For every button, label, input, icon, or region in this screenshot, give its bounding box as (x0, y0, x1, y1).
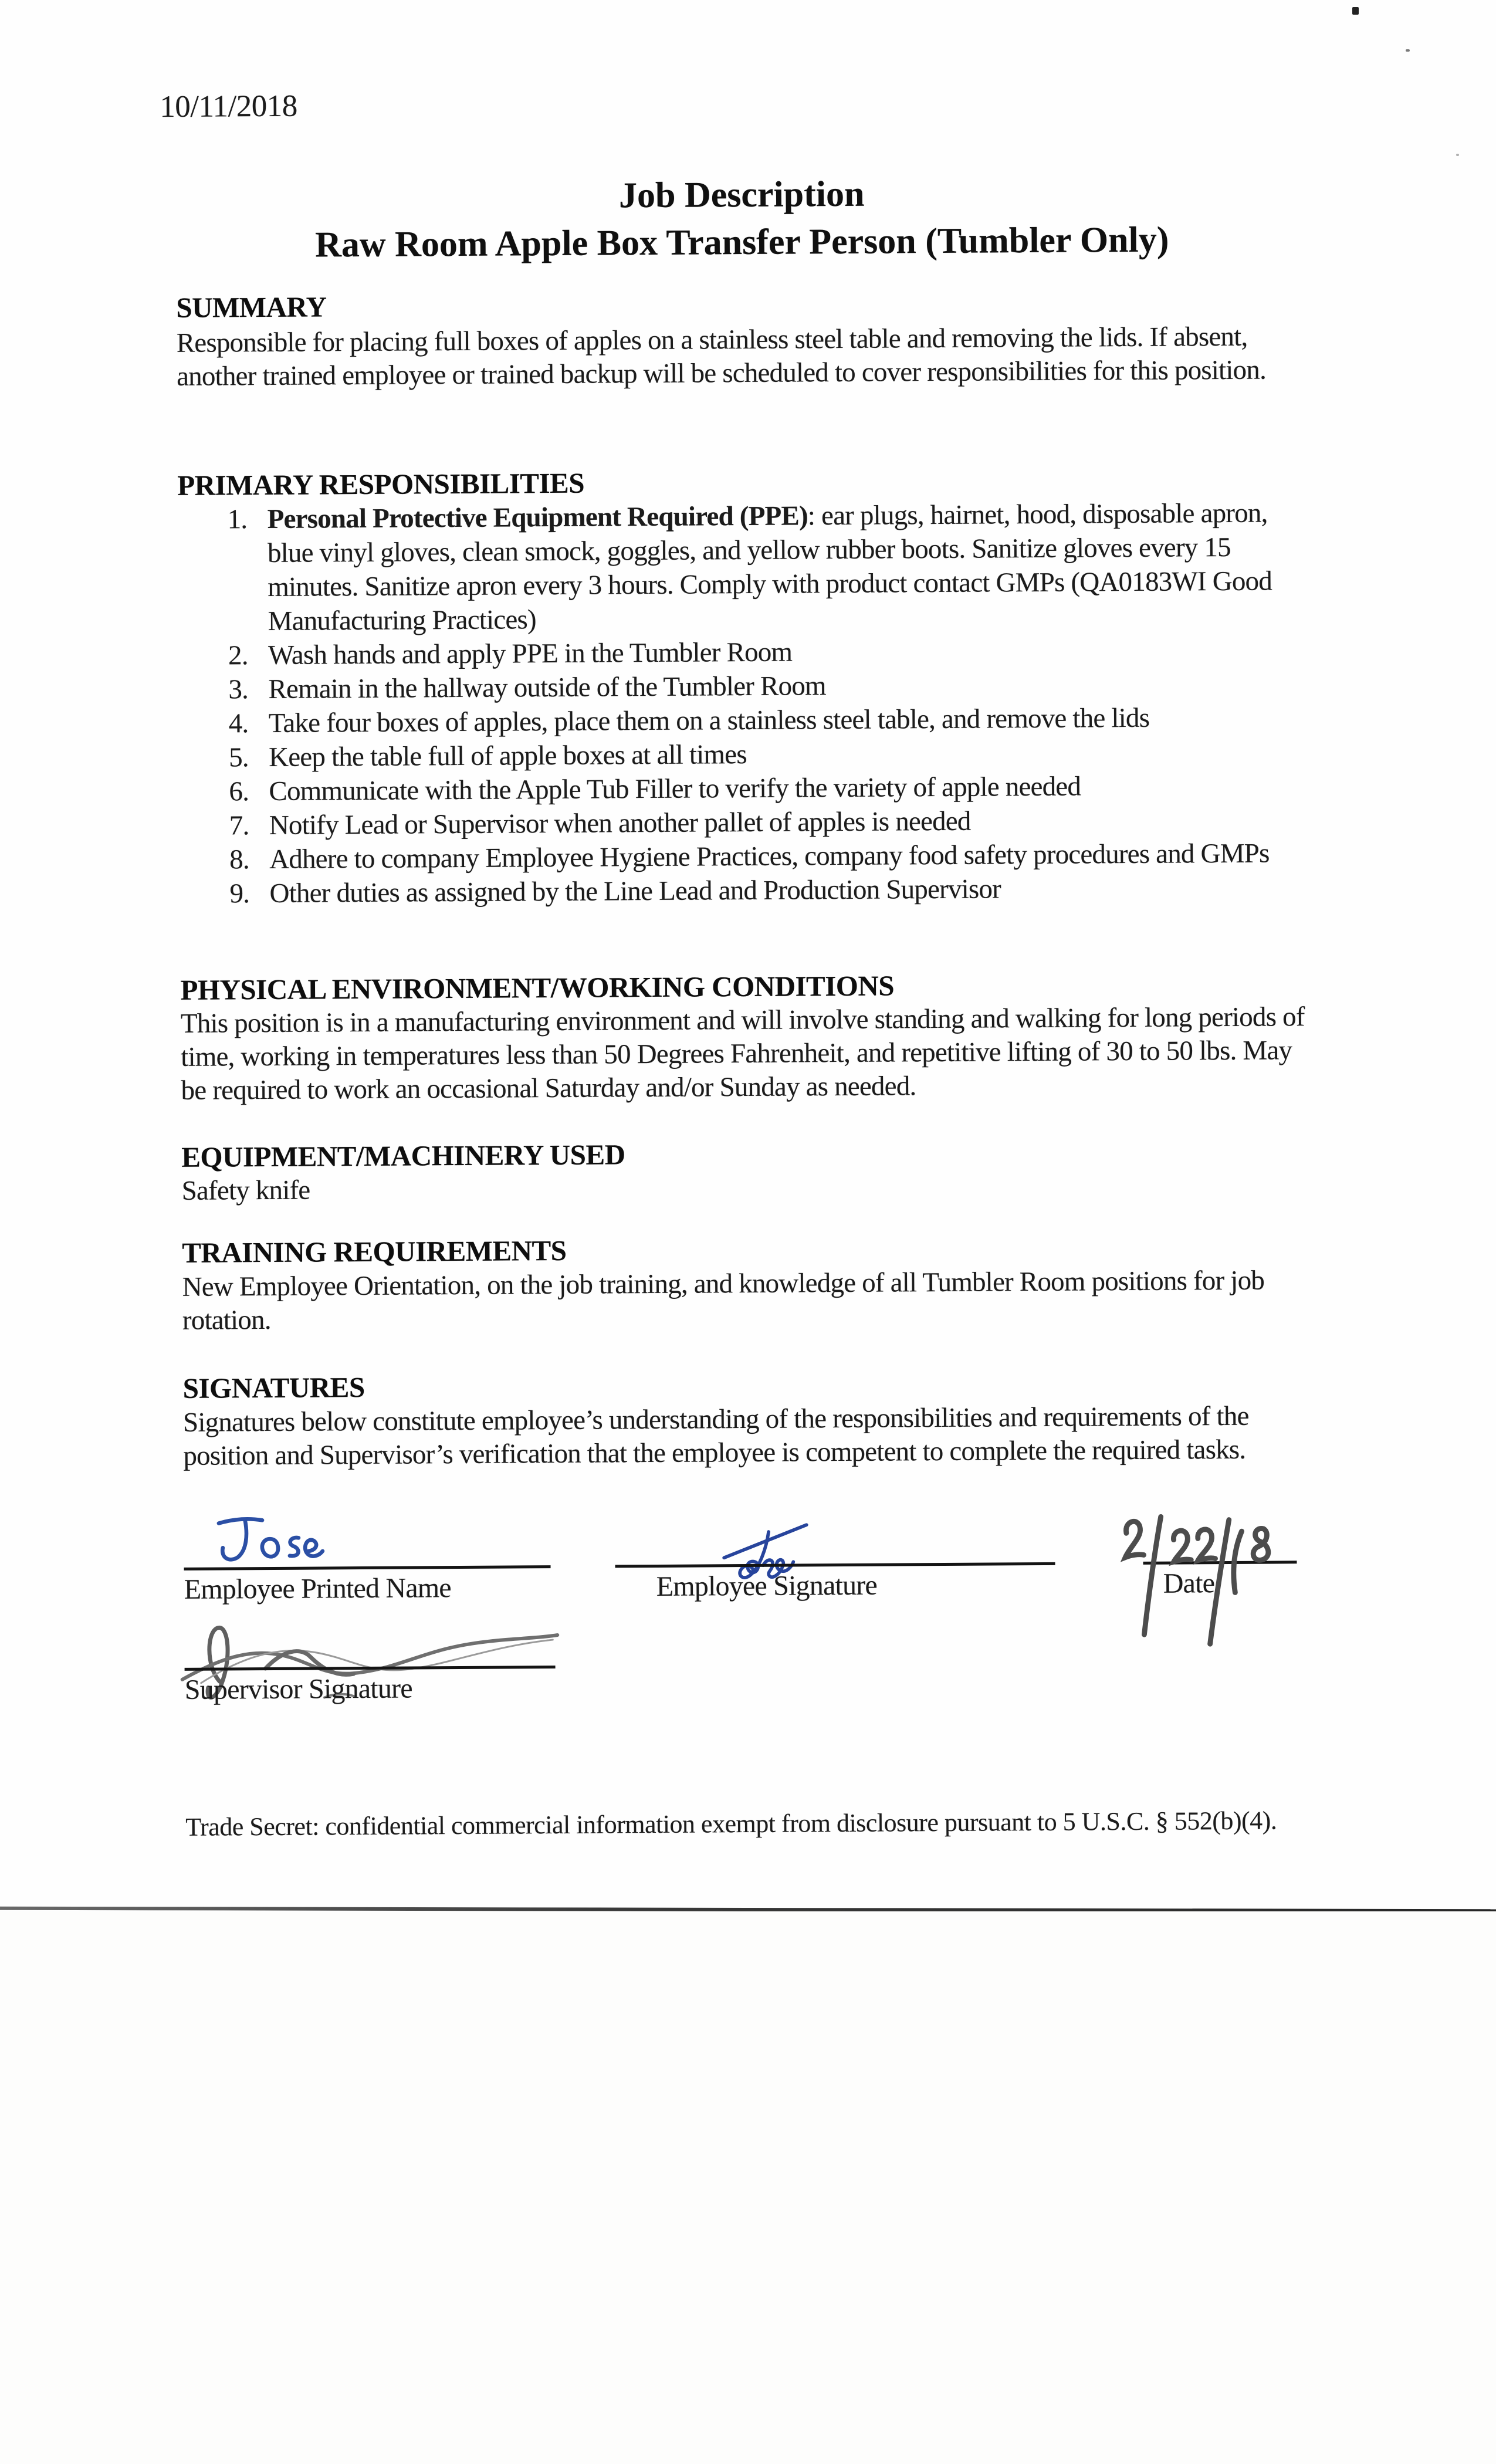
employee-printed-name-label: Employee Printed Name (184, 1572, 451, 1605)
equipment-heading: EQUIPMENT/MACHINERY USED (181, 1138, 625, 1173)
signatures-heading: SIGNATURES (182, 1371, 365, 1404)
physical-environment-heading: PHYSICAL ENVIRONMENT/WORKING CONDITIONS (180, 969, 895, 1006)
scan-background-below-page (0, 1911, 1496, 2464)
primary-responsibilities-list (177, 496, 1312, 911)
equipment-paragraph: Safety knife (181, 1175, 310, 1206)
list-item-number: 7. (229, 810, 249, 841)
list-item-text: Remain in the hallway outside of the Tumbler Room (268, 671, 826, 705)
page-subtitle: Raw Room Apple Box Transfer Person (Tumbler Only) (314, 219, 1169, 265)
trade-secret-footer: Trade Secret: confidential commercial information exempt from disclosure pursuant to 5 U.S.C. § 552(b)(4). (185, 1806, 1277, 1842)
list-item-text: Communicate with the Apple Tub Filler to verify the variety of apple needed (269, 771, 1081, 807)
date-field (1143, 1498, 1297, 1611)
list-item-text: Personal Protective Equipment Required (PPE): ear plugs, hairnet, hood, disposable apron, blue vinyl gloves, clean smock, goggles, and yellow rubber boots. Sanitize gloves every 15 minutes. Sanitize apron every 3 hours. Comply with product contact GMPs (QA0183WI Good Manufacturing Practices) (267, 497, 1272, 637)
signature-row (184, 1498, 1328, 1617)
list-item-number: 2. (228, 640, 248, 671)
list-item-number: 9. (229, 878, 250, 909)
summary-heading: SUMMARY (176, 290, 327, 324)
scan-speck (1456, 154, 1459, 156)
employee-printed-name-field (184, 1503, 551, 1617)
list-item-text: Adhere to company Employee Hygiene Practices, company food safety procedures and GMPs (269, 838, 1270, 875)
scan-speck (1406, 49, 1410, 52)
training-heading: TRAINING REQUIREMENTS (182, 1234, 567, 1269)
list-item-number: 3. (228, 674, 249, 705)
list-item-text: Keep the table full of apple boxes at all times (268, 739, 747, 773)
employee-printed-name-handwriting (214, 1511, 332, 1568)
date-label: Date (1163, 1568, 1215, 1599)
supervisor-signature-label: Supervisor Signature (184, 1673, 412, 1705)
physical-environment-paragraph: This position is in a manufacturing environment and will involve standing and walking for long periods of time, working in temperatures less than 50 Degrees Fahrenheit, and repetitive lifting of 30 to 50 lbs. May be required to work an occasional Saturday and/or Sunday as needed. (180, 1001, 1305, 1106)
list-item-text: Take four boxes of apples, place them on a stainless steel table, and remove the lids (268, 702, 1150, 739)
list-item-number: 8. (229, 844, 249, 875)
document-date: 10/11/2018 (160, 89, 297, 124)
training-paragraph: New Employee Orientation, on the job training, and knowledge of all Tumbler Room positions for job rotation. (182, 1265, 1265, 1336)
list-item (229, 870, 1312, 911)
signatures-paragraph: Signatures below constitute employee’s understanding of the responsibilities and requirements of the position and Supervisor’s verification that the employee is competent to complete the required tasks. (182, 1400, 1249, 1471)
list-item-text: Other duties as assigned by the Line Lead and Production Supervisor (269, 874, 1001, 909)
primary-responsibilities-heading: PRIMARY RESPONSIBILITIES (177, 466, 585, 502)
list-item-text: Wash hands and apply PPE in the Tumbler Room (268, 637, 793, 671)
list-item-number: 6. (229, 776, 249, 807)
list-item-number: 5. (228, 742, 249, 773)
list-item-number: 4. (228, 708, 249, 739)
list-item-number: 1. (227, 504, 248, 535)
scan-speck (1352, 7, 1359, 15)
list-item (227, 496, 1310, 638)
list-item-text: Notify Lead or Supervisor when another pallet of apples is needed (269, 805, 971, 841)
employee-signature-field (615, 1500, 1055, 1615)
title-block (175, 170, 1308, 268)
employee-signature-label: Employee Signature (656, 1569, 878, 1602)
summary-paragraph: Responsible for placing full boxes of apples on a stainless steel table and removing the lids. If absent, another trained employee or trained backup will be scheduled to cover responsibilities for this position. (176, 321, 1267, 392)
supervisor-signature-field (177, 1612, 588, 1720)
employee-signature-line (615, 1562, 1055, 1568)
page-title: Job Description (618, 174, 865, 216)
